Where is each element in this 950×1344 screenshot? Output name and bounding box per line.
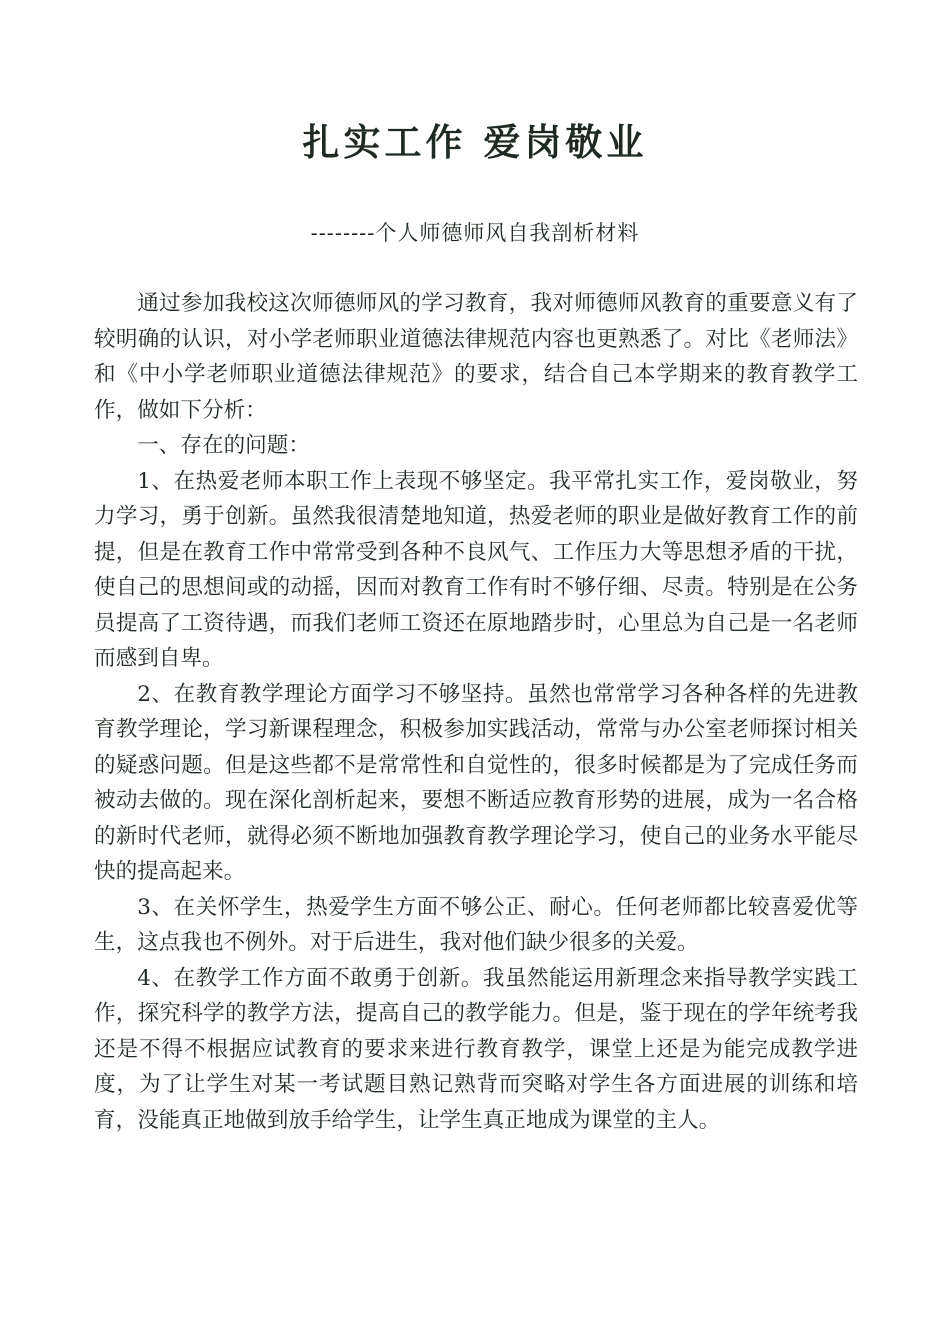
paragraph-issue-3: 3、在关怀学生，热爱学生方面不够公正、耐心。任何老师都比较喜爱优等生，这点我也不例外。对于后进生，我对他们缺少很多的关爱。 <box>94 894 858 955</box>
paragraph-issue-2: 2、在教育教学理论方面学习不够坚持。虽然也常常学习各种各样的先进教育教学理论，学习新课程理念，积极参加实践活动，常常与办公室老师探讨相关的疑惑问题。但是这些都不是常常性和自觉性的，很多时候都是为了完成任务而被动去做的。现在深化剖析起来，要想不断适应教育形势的进展，成为一名合格的新时代老师，就得必须不断地加强教育教学理论学习，使自己的业务水平能尽快的提高起来。 <box>94 681 858 884</box>
paragraph-issue-4: 4、在教学工作方面不敢勇于创新。我虽然能运用新理念来指导教学实践工作，探究科学的教学方法，提高自己的教学能力。但是，鉴于现在的学年统考我还是不得不根据应试教育的要求来进行教育教学，课堂上还是为能完成教学进度，为了让学生对某一考试题目熟记熟背而突略对学生各方面进展的训练和培育，没能真正地做到放手给学生，让学生真正地成为课堂的主人。 <box>94 965 858 1133</box>
document-subtitle: --------个人师德师风自我剖析材料 <box>310 221 640 245</box>
document-body <box>94 286 858 1138</box>
paragraph-section-heading: 一、存在的问题： <box>137 433 310 458</box>
document-title: 扎实工作 爱岗敬业 <box>302 120 648 164</box>
paragraph-intro: 通过参加我校这次师德师风的学习教育，我对师德师风教育的重要意义有了较明确的认识，对小学老师职业道德法律规范内容也更熟悉了。对比《老师法》和《中小学老师职业道德法律规范》的要求，结合自己本学期来的教育教学工作，做如下分析： <box>94 291 858 423</box>
paragraph-issue-1: 1、在热爱老师本职工作上表现不够坚定。我平常扎实工作，爱岗敬业，努力学习，勇于创新。虽然我很清楚地知道，热爱老师的职业是做好教育工作的前提，但是在教育工作中常常受到各种不良风气、工作压力大等思想矛盾的干扰，使自己的思想间或的动摇，因而对教育工作有时不够仔细、尽责。特别是在公务员提高了工资待遇，而我们老师工资还在原地踏步时，心里总为自己是一名老师而感到自卑。 <box>94 468 858 671</box>
